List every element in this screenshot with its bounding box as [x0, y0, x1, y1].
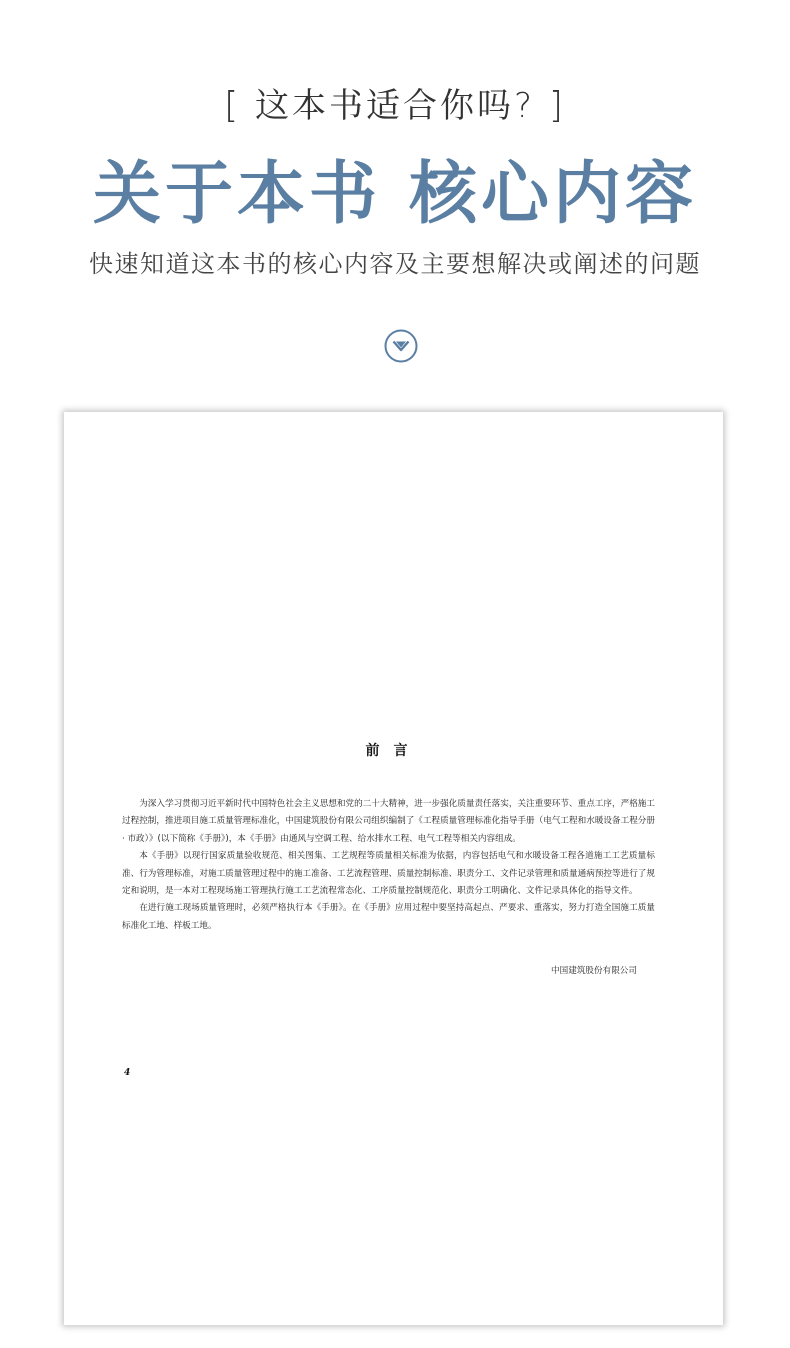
header-section — [0, 0, 790, 400]
bracket-right: ] — [548, 85, 566, 126]
chevron-down-circle-icon — [384, 329, 418, 363]
preface-paragraph: 本《手册》以现行国家质量验收规范、相关图集、工艺规程等质量相关标准为依据，内容包括电气和水暖设备工程各道施工工艺质量标准、行为管理标准，对施工质量管理过程中的施工准备、工艺流程管理、质量控制标准、职责分工、文件记录管理和质量通病预控等进行了规定和说明，是一本对工程现场施工管理执行施工工艺流程常态化、工序质量控制规范化、职责分工明确化、文件记录具体化的指导文件。 — [122, 851, 655, 897]
preface-heading: 前言 — [365, 743, 422, 759]
page-subtitle: 快速知道这本书的核心内容及主要想解决或阐述的问题 — [89, 250, 701, 278]
title-part-about-book: 关于本书 — [92, 154, 381, 234]
document-page — [64, 412, 723, 1325]
preface-paragraph: 为深入学习贯彻习近平新时代中国特色社会主义思想和党的二十大精神，进一步强化质量责任落实，关注重要环节、重点工序，严格施工过程控制，推进项目施工质量管理标准化，中国建筑股份有限公司组织编制了《工程质量管理标准化指导手册（电气工程和水暖设备工程分册 · 市政）》(以下简称《手册》)，本《手册》由通风与空调工程、给水排水工程、电气工程等相关内容组成。 — [122, 799, 655, 844]
question-line — [0, 78, 790, 127]
page-title — [0, 140, 790, 237]
title-part-core-content: 核心内容 — [409, 154, 698, 234]
preface-paragraph: 在进行施工现场质量管理时，必须严格执行本《手册》。在《手册》应用过程中要坚持高起点、严要求、重落实，努力打造全国施工质量标准化工地、样板工地。 — [122, 903, 655, 931]
question-text: 这本书适合你吗? — [254, 86, 536, 126]
preface-body — [122, 796, 655, 935]
page-number: 4 — [124, 1068, 131, 1078]
preface-signature: 中国建筑股份有限公司 — [551, 966, 637, 976]
bracket-left: [ — [224, 85, 242, 126]
